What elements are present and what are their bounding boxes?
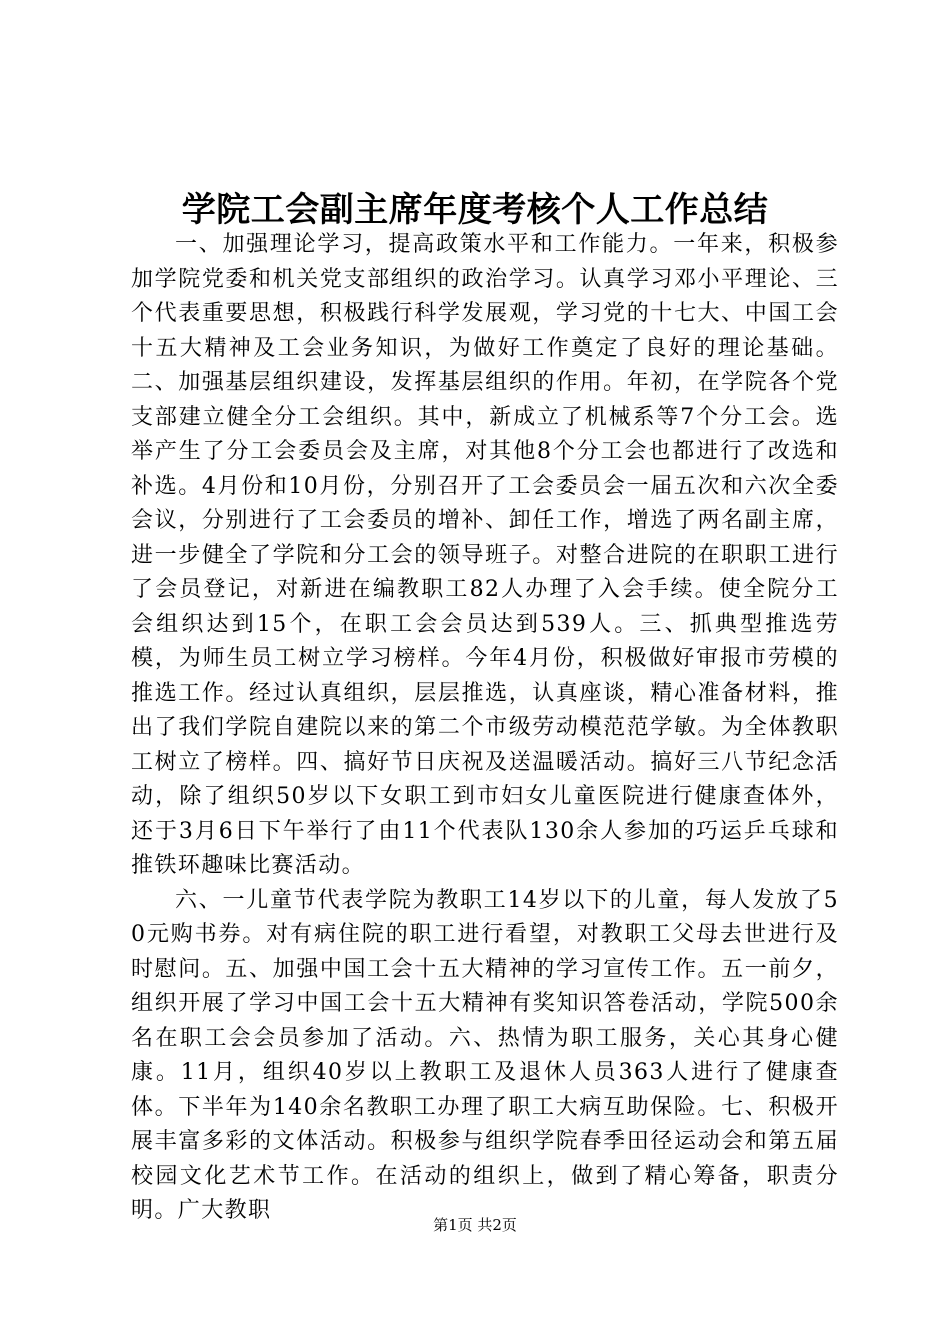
document-title: 学院工会副主席年度考核个人工作总结 bbox=[181, 190, 769, 230]
document-body bbox=[131, 228, 839, 1229]
paragraph-1: 一、加强理论学习，提高政策水平和工作能力。一年来，积极参加学院党委和机关党支部组织的政治学习。认真学习邓小平理论、三个代表重要思想，积极践行科学发展观，学习党的十七大、中国工会十五大精神及工会业务知识，为做好工作奠定了良好的理论基础。二、加强基层组织建设，发挥基层组织的作用。年初，在学院各个党支部建立健全分工会组织。其中，新成立了机械系等7个分工会。选举产生了分工会委员会及主席，对其他8个分工会也都进行了改选和补选。4月份和10月份，分别召开了工会委员会一届五次和六次全委会议，分别进行了工会委员的增补、卸任工作，增选了两名副主席，进一步健全了学院和分工会的领导班子。对整合进院的在职职工进行了会员登记，对新进在编教职工82人办理了入会手续。使全院分工会组织达到15个，在职工会会员达到539人。三、抓典型推选劳模，为师生员工树立学习榜样。今年4月份，积极做好审报市劳模的推选工作。经过认真组织，层层推选，认真座谈，精心准备材料，推出了我们学院自建院以来的第二个市级劳动模范范学敏。为全体教职工树立了榜样。四、搞好节日庆祝及送温暖活动。搞好三八节纪念活动，除了组织50岁以下女职工到市妇女儿童医院进行健康查体外，还于3月6日下午举行了由11个代表队130余人参加的巧运乒乓球和推铁环趣味比赛活动。 bbox=[131, 232, 839, 878]
page-number-footer: 第1页 共2页 bbox=[433, 1216, 517, 1234]
paragraph-2: 六、一儿童节代表学院为教职工14岁以下的儿童，每人发放了50元购书券。对有病住院的职工进行看望，对教职工父母去世进行及时慰问。五、加强中国工会十五大精神的学习宣传工作。五一前夕，组织开展了学习中国工会十五大精神有奖知识答卷活动，学院500余名在职工会会员参加了活动。六、热情为职工服务，关心其身心健康。11月，组织40岁以上教职工及退休人员363人进行了健康查体。下半年为140余名教职工办理了职工大病互助保险。七、积极开展丰富多彩的文体活动。积极参与组织学院春季田径运动会和第五届校园文化艺术节工作。在活动的组织上，做到了精心筹备，职责分明。广大教职 bbox=[131, 887, 839, 1223]
